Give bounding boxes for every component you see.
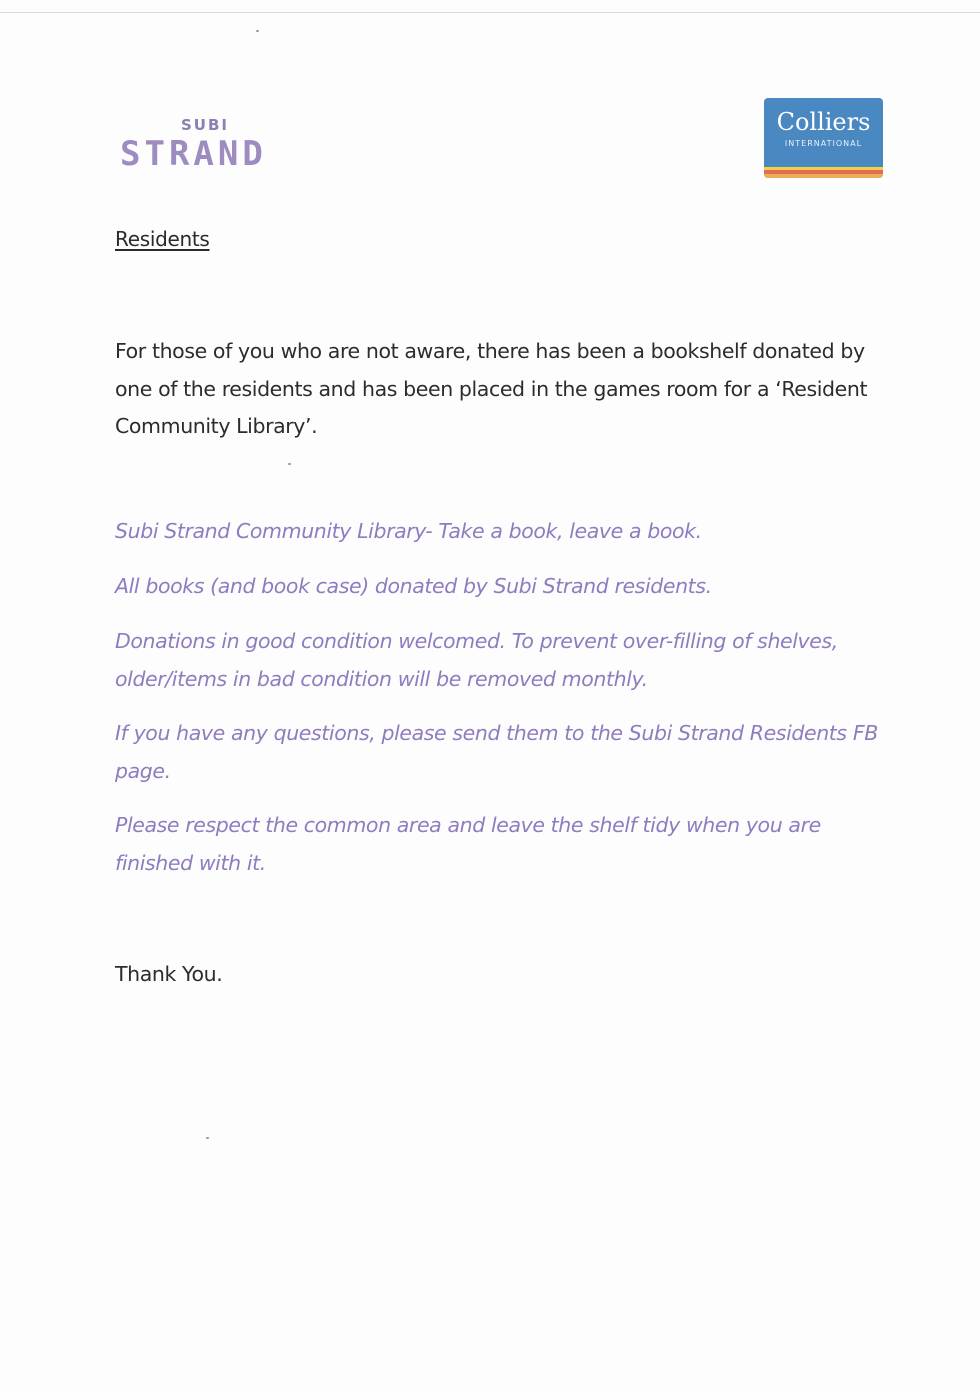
colliers-name-text: Colliers [776, 108, 871, 136]
notice-heading: Residents [115, 227, 210, 251]
closing-thank-you: Thank You. [115, 962, 223, 986]
colliers-color-stripes [764, 167, 883, 178]
library-line-questions: If you have any questions, please send them to the Subi Strand Residents FB page. [115, 721, 878, 783]
library-line-take-a-book: Subi Strand Community Library- Take a book, leave a book. [115, 519, 702, 543]
logo-subi-text: SUBI [181, 116, 229, 134]
scan-edge-line [0, 12, 980, 13]
scan-speck [288, 463, 291, 465]
scan-speck [256, 30, 259, 32]
stripe-orange [764, 174, 883, 178]
colliers-tagline-text: INTERNATIONAL [784, 139, 863, 148]
intro-paragraph: For those of you who are not aware, there has been a bookshelf donated by one of the residents and has been placed in the games room for a ‘Resident Community Library’. [115, 339, 868, 438]
logo-strand-text: STRAND [120, 134, 267, 174]
subi-strand-logo [120, 116, 300, 176]
colliers-international-logo [764, 98, 883, 178]
library-line-respect: Please respect the common area and leave the shelf tidy when you are finished with it. [115, 813, 821, 875]
library-line-donated: All books (and book case) donated by Subi Strand residents. [115, 574, 712, 598]
scan-speck [206, 1137, 209, 1139]
library-line-donations: Donations in good condition welcomed. To prevent over-filling of shelves, older/items in bad condition will be removed monthly. [115, 629, 838, 691]
